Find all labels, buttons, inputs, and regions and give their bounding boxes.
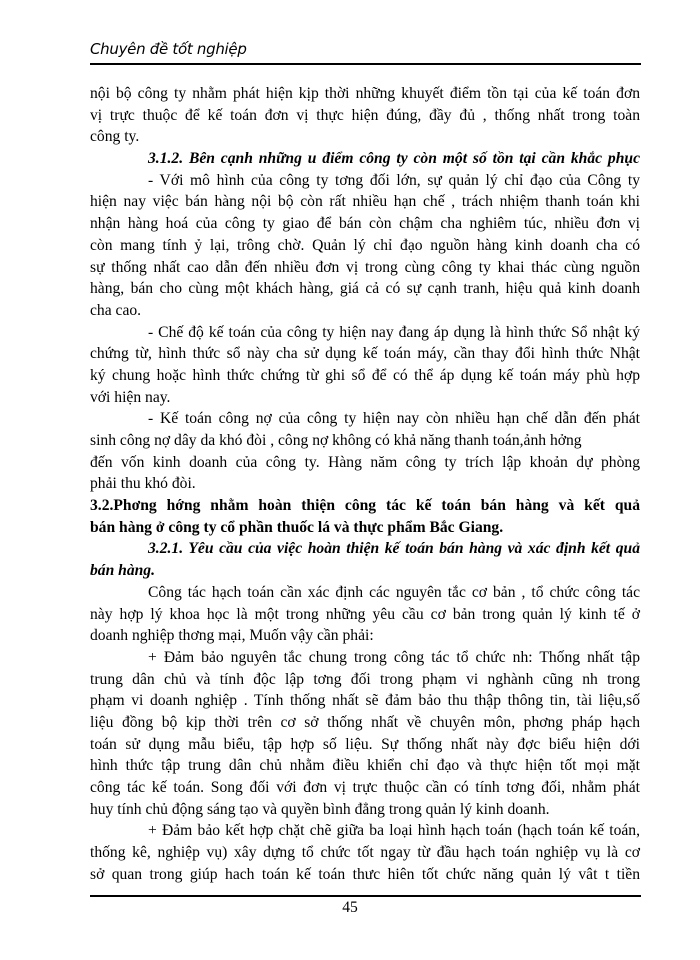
text-line: chứng từ, hình thức sổ này cha sử dụng kế toán máy, cần thay đổi hình thức Nhật (90, 345, 640, 363)
text-line: sinh công nợ dây da khó đòi , công nợ không có khả năng thanh toán,ảnh hởng (90, 432, 582, 449)
text-line: bán hàng ở công ty cổ phần thuốc lá và thực phẩm Bắc Giang. (90, 518, 504, 536)
header-rule (90, 63, 641, 65)
text-line: này hợp lý khoa học là một trong những yêu cầu cơ bản trong quản lý kinh tế ở (90, 605, 640, 623)
text-line: + Đảm bảo kết hợp chặt chẽ giữa ba loại hình hạch toán (hạch toán kế toán, (148, 822, 640, 840)
text-line: hình thức tập trung dân chủ nhằm điều khiển chỉ đạo và thực hiện tốt mọi mặt (90, 757, 640, 775)
text-line: 3.2.1. Yêu cầu của việc hoàn thiện kế toán bán hàng và xác định kết quả (148, 540, 640, 558)
text-line: - Chế độ kế toán của công ty hiện nay đang áp dụng là hình thức Sổ nhật ký (148, 323, 640, 341)
text-line: cha cao. (90, 301, 142, 319)
text-line: toán sử dụng mẫu biểu, tập hợp số liệu. Sự thống nhất này đợc biểu hiện dới (90, 735, 640, 753)
text-line: 3.1.2. Bên cạnh những u điểm công ty còn một số tồn tại cần khắc phục (148, 150, 640, 168)
text-line: đến vốn kinh doanh của công ty. Hàng năm công ty trích lập khoản dự phòng (90, 453, 640, 471)
running-header: Chuyên đề tốt nghiệp (90, 40, 247, 58)
text-line: - Kế toán công nợ của công ty hiện nay còn nhiều hạn chế dẫn đến phát (148, 410, 640, 428)
text-line: ký chung hoặc hình thức chứng từ ghi sổ để có thể áp dụng kế toán máy phù hợp (90, 366, 640, 384)
text-line: bán hàng. (90, 562, 156, 580)
footer-rule (90, 895, 641, 897)
text-line: 3.2.Phơng hớng nhằm hoàn thiện công tác kế toán bán hàng và kết quả (90, 497, 640, 515)
text-line: hiện nay việc bán hàng nội bộ còn rất nhiều hạn chế , trách nhiệm thanh toán khi (90, 193, 640, 211)
text-line: liệu đồng bộ kịp thời trên cơ sở thống nhất về chuyên môn, phơng pháp hạch (90, 713, 640, 731)
text-line: huy tính chủ động sáng tạo và quyền bình đẳng trong quản lý kinh doanh. (90, 800, 550, 818)
text-line: sự thống nhất cao dẫn đến nhiều đơn vị trong cùng công ty khai thác cùng nguồn (90, 258, 640, 276)
text-line: Công tác hạch toán cần xác định các nguyên tắc cơ bản , tổ chức công tác (148, 583, 640, 601)
text-line: thống kê, nghiệp vụ) xây dựng tổ chức tốt ngay từ đầu hạch toán nghiệp vụ là cơ (90, 844, 640, 862)
text-line: doanh nghiệp thơng mại, Muốn vậy cần phải: (90, 627, 374, 645)
text-line: sở quan trong giúp hach toán kế toán thưc hiên tốt chức năng quản lý vât t tiền (90, 865, 640, 883)
text-line: vị trực thuộc để kế toán đơn vị thực hiện đúng, đầy đủ , thống nhất trong toàn (90, 106, 640, 124)
text-line: + Đảm bảo nguyên tắc chung trong công tác tổ chức nh: Thống nhất tập (148, 648, 640, 666)
text-line: nội bộ công ty nhằm phát hiện kịp thời những khuyết điểm tồn tại của kế toán đơn (90, 85, 640, 102)
text-line: hàng, bán cho cùng một khách hàng, giá cả có sự cạnh tranh, hiệu quả kinh doanh (90, 280, 640, 298)
text-line: trung dân chủ và tính độc lập tơng đối trong phạm vi nghành cũng nh trong (90, 670, 640, 688)
text-line: phạm vi doanh nghiệp . Tính thống nhất sẽ đảm bảo thu thập thông tin, tài liệu,số (90, 692, 640, 710)
text-line: phải thu khó đòi. (90, 475, 196, 493)
text-line: còn mang tính ỷ lại, trông chờ. Quản lý chỉ đạo nguồn hàng kinh doanh cha có (90, 236, 640, 254)
text-line: công tác kế toán. Song đối với đơn vị trực thuộc cần có tính tơng đối, nhằm phát (90, 779, 640, 796)
text-line: với hiện nay. (90, 388, 171, 406)
page-number: 45 (342, 899, 358, 916)
text-line: nhận hàng hoá của công ty giao để bán còn chậm cha nghiêm túc, nhiều đơn vị (90, 215, 640, 233)
text-line: - Với mô hình của công ty tơng đối lớn, sự quản lý chỉ đạo của Công ty (148, 171, 640, 189)
document-body (90, 83, 640, 885)
text-line: công ty. (90, 128, 140, 146)
